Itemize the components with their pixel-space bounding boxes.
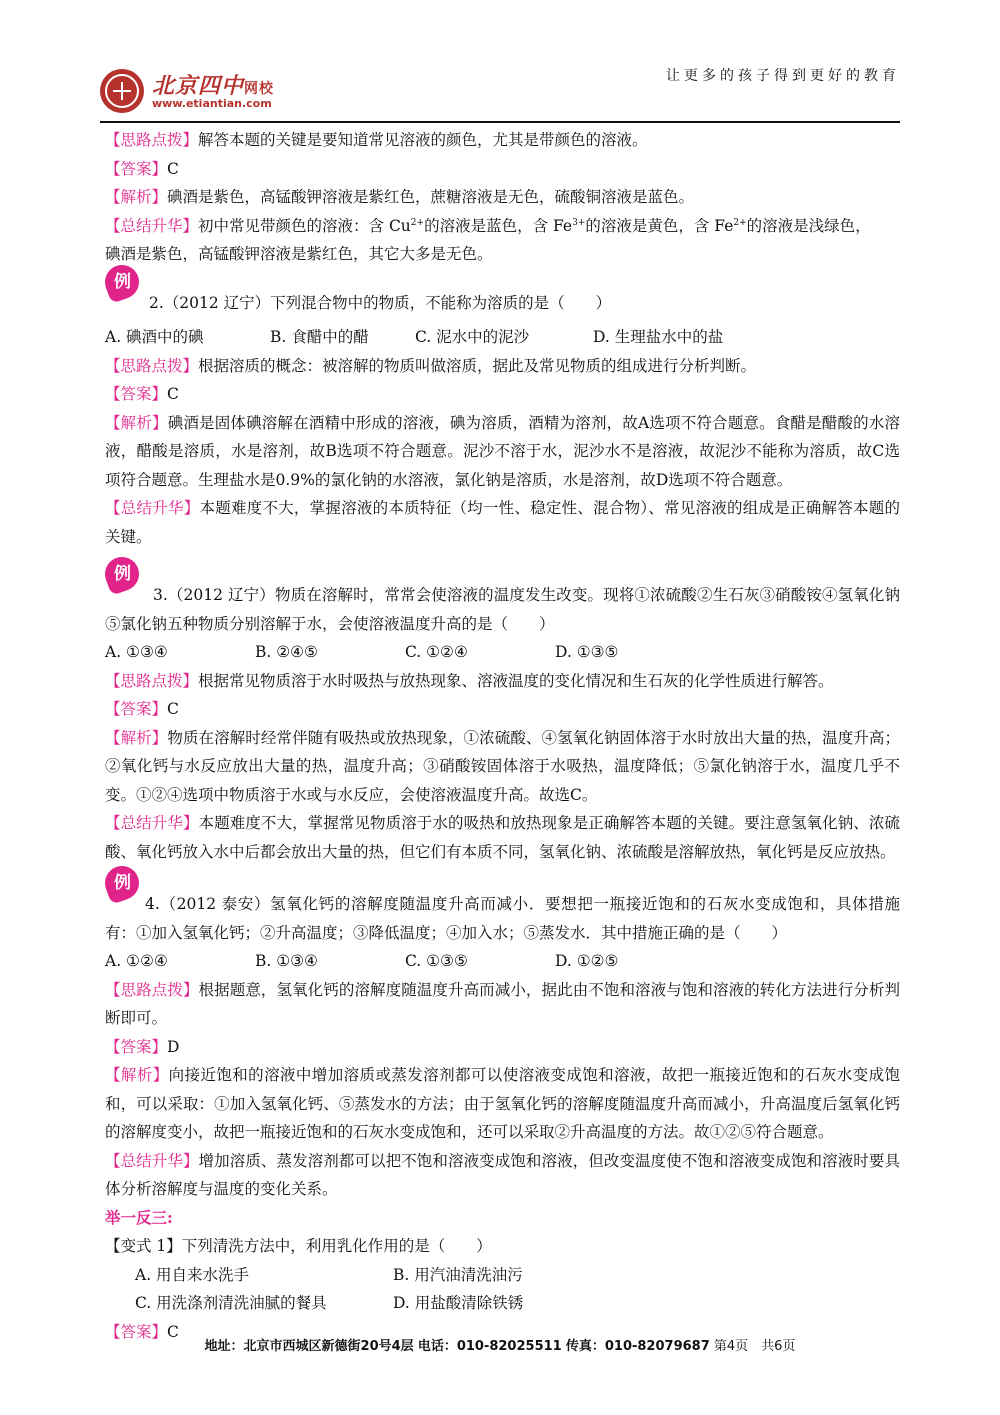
q2-stem: 2.（2012 辽宁）下列混合物中的物质，不能称为溶质的是（ ） xyxy=(149,293,612,312)
q4-option-d: D. ①②⑤ xyxy=(555,952,619,970)
example-badge-icon: 例 xyxy=(105,866,143,910)
variant-option-a: A. 用自来水洗手 xyxy=(135,1265,250,1284)
logo xyxy=(100,69,360,113)
q4-analysis: 【解析】向接近饱和的溶液中增加溶质或蒸发溶剂都可以使溶液变成饱和溶液，故把一瓶接近饱和的石灰水变成饱和，可以采取：①加入氢氧化钙、⑤蒸发水的方法；由于氢氧化钙的溶解度随温度升高而减小，升高温度后氢氧化钙的溶解度变小，故把一瓶接近饱和的石灰水变成饱和，还可以采取②升高温度的方法。故①②⑤符合题意。 xyxy=(105,1066,900,1141)
q4-stem: 4.（2012 泰安）氢氧化钙的溶解度随温度升高而减小．要想把一瓶接近饱和的石灰水变成饱和，具体措施有：①加入氢氧化钙；②升高温度；③降低温度；④加入水；⑤蒸发水．其中措施正确的是（ ） xyxy=(105,895,900,942)
logo-name: 北京四中网校 xyxy=(152,74,275,99)
header-slogan: 让更多的孩子得到更好的教育 xyxy=(666,68,900,84)
logo-emblem-icon xyxy=(100,69,144,113)
variant-options-row-2 xyxy=(105,1289,900,1318)
q4-options xyxy=(105,947,900,976)
q2-answer: 【答案】C xyxy=(105,385,179,403)
q2-option-a: A. 碘酒中的碘 xyxy=(105,328,204,346)
q3-option-d: D. ①③⑤ xyxy=(555,643,619,661)
page-footer xyxy=(0,1335,1000,1354)
variant-option-b: B. 用汽油清洗油污 xyxy=(393,1265,523,1284)
footer-phone: 电话：010-82025511 xyxy=(417,1339,562,1354)
q4-option-b: B. ①③④ xyxy=(255,952,318,970)
q3-analysis: 【解析】物质在溶解时经常伴随有吸热或放热现象，①浓硫酸、④氢氧化钠固体溶于水时放出大量的热，温度升高；②氧化钙与水反应放出大量的热，温度升高；③硝酸铵固体溶于水吸热，温度降低；⑤氯化钠溶于水，温度几乎不变。①②④选项中物质溶于水或与水反应，会使溶液温度升高。故选C。 xyxy=(105,728,900,804)
variant-options-row-1 xyxy=(105,1261,900,1290)
q3-option-c: C. ①②④ xyxy=(405,643,468,661)
q3-option-b: B. ②④⑤ xyxy=(255,643,318,661)
q2-analysis: 【解析】碘酒是固体碘溶解在酒精中形成的溶液，碘为溶质，酒精为溶剂，故A选项不符合题意。食醋是醋酸的水溶液，醋酸是溶质，水是溶剂，故B选项不符合题意。泥沙不溶于水，泥沙水不是溶液，故泥沙不能称为溶质，故C选项符合题意。生理盐水是0.9%的氯化钠的水溶液，氯化钠是溶质，水是溶剂，故D选项不符合题意。 xyxy=(105,413,900,489)
q3-answer: 【答案】C xyxy=(105,700,179,718)
q3-stem: 3.（2012 辽宁）物质在溶解时，常常会使溶液的温度发生改变。现将①浓硫酸②生石灰③硝酸铵④氢氧化钠⑤氯化钠五种物质分别溶解于水，会使溶液温度升高的是（ ） xyxy=(105,586,900,633)
q4-summary: 【总结升华】增加溶质、蒸发溶剂都可以把不饱和溶液变成饱和溶液，但改变温度使不饱和溶液变成饱和溶液时要具体分析溶解度与温度的变化关系。 xyxy=(105,1151,900,1198)
q3-hint: 【思路点拨】根据常见物质溶于水时吸热与放热现象、溶液温度的变化情况和生石灰的化学性质进行解答。 xyxy=(105,671,834,690)
variant-stem: 【变式 1】下列清洗方法中，利用乳化作用的是（ ） xyxy=(105,1237,492,1255)
logo-url: www.etiantian.com xyxy=(152,97,272,110)
page-header xyxy=(100,55,900,125)
q1-analysis: 【解析】碘酒是紫色，高锰酸钾溶液是紫红色，蔗糖溶液是无色，硫酸铜溶液是蓝色。 xyxy=(105,188,695,206)
variant-option-c: C. 用洗涤剂清洗油腻的餐具 xyxy=(135,1294,327,1312)
q2-option-d: D. 生理盐水中的盐 xyxy=(593,328,724,346)
q2-option-b: B. 食醋中的醋 xyxy=(270,328,369,346)
q2-option-c: C. 泥水中的泥沙 xyxy=(415,328,530,346)
variant-answer: 【答案】C xyxy=(105,1322,179,1341)
question-2 xyxy=(105,271,900,552)
variant-option-d: D. 用盐酸清除铁锈 xyxy=(393,1294,524,1312)
footer-fax: 传真：010-82079687 xyxy=(565,1339,710,1354)
example-badge-icon: 例 xyxy=(105,265,143,309)
question-4 xyxy=(105,873,900,1204)
section-title: 举一反三: xyxy=(105,1207,173,1227)
q1-answer: 【答案】C xyxy=(105,159,179,178)
header-divider xyxy=(100,121,900,123)
q4-option-a: A. ①②④ xyxy=(105,952,168,970)
q3-options xyxy=(105,638,900,667)
q3-option-a: A. ①③④ xyxy=(105,643,168,661)
question-3 xyxy=(105,564,900,866)
q1-summary: 【总结升华】初中常见带颜色的溶液：含 $Cu^{2+}$的溶液是蓝色，含 $Fe^{3+}$的溶液是黄色，含 $Fe^{2+}$的溶液是浅绿色， 碘酒是紫色，高锰酸钾溶液是紫红色，其它大多是无色。 xyxy=(105,216,871,263)
q4-option-c: C. ①③⑤ xyxy=(405,952,468,970)
page-content xyxy=(105,126,900,1346)
q4-hint: 【思路点拨】根据题意，氢氧化钙的溶解度随温度升高而减小，据此由不饱和溶液与饱和溶液的转化方法进行分析判断即可。 xyxy=(105,980,900,1027)
footer-address: 地址：北京市西城区新德街20号4层 xyxy=(204,1339,414,1354)
q2-options xyxy=(105,323,900,352)
q4-answer: 【答案】D xyxy=(105,1037,180,1056)
q3-summary: 【总结升华】本题难度不大，掌握常见物质溶于水的吸热和放热现象是正确解答本题的关键。要注意氢氧化钠、浓硫酸、氧化钙放入水中后都会放出大量的热，但它们有本质不同，氢氧化钠、浓硫酸是溶解放热，氧化钙是反应放热。 xyxy=(105,814,900,861)
q1-hint: 【思路点拨】解答本题的关键是要知道常见溶液的颜色，尤其是带颜色的溶液。 xyxy=(105,131,648,149)
footer-page-number: 第4页 共6页 xyxy=(713,1339,796,1354)
example-badge-icon: 例 xyxy=(105,557,143,601)
q2-summary: 【总结升华】本题难度不大，掌握溶液的本质特征（均一性、稳定性、混合物）、常见溶液的组成是正确解答本题的关键。 xyxy=(105,499,900,546)
q2-hint: 【思路点拨】根据溶质的概念：被溶解的物质叫做溶质，据此及常见物质的组成进行分析判断。 xyxy=(105,356,757,375)
